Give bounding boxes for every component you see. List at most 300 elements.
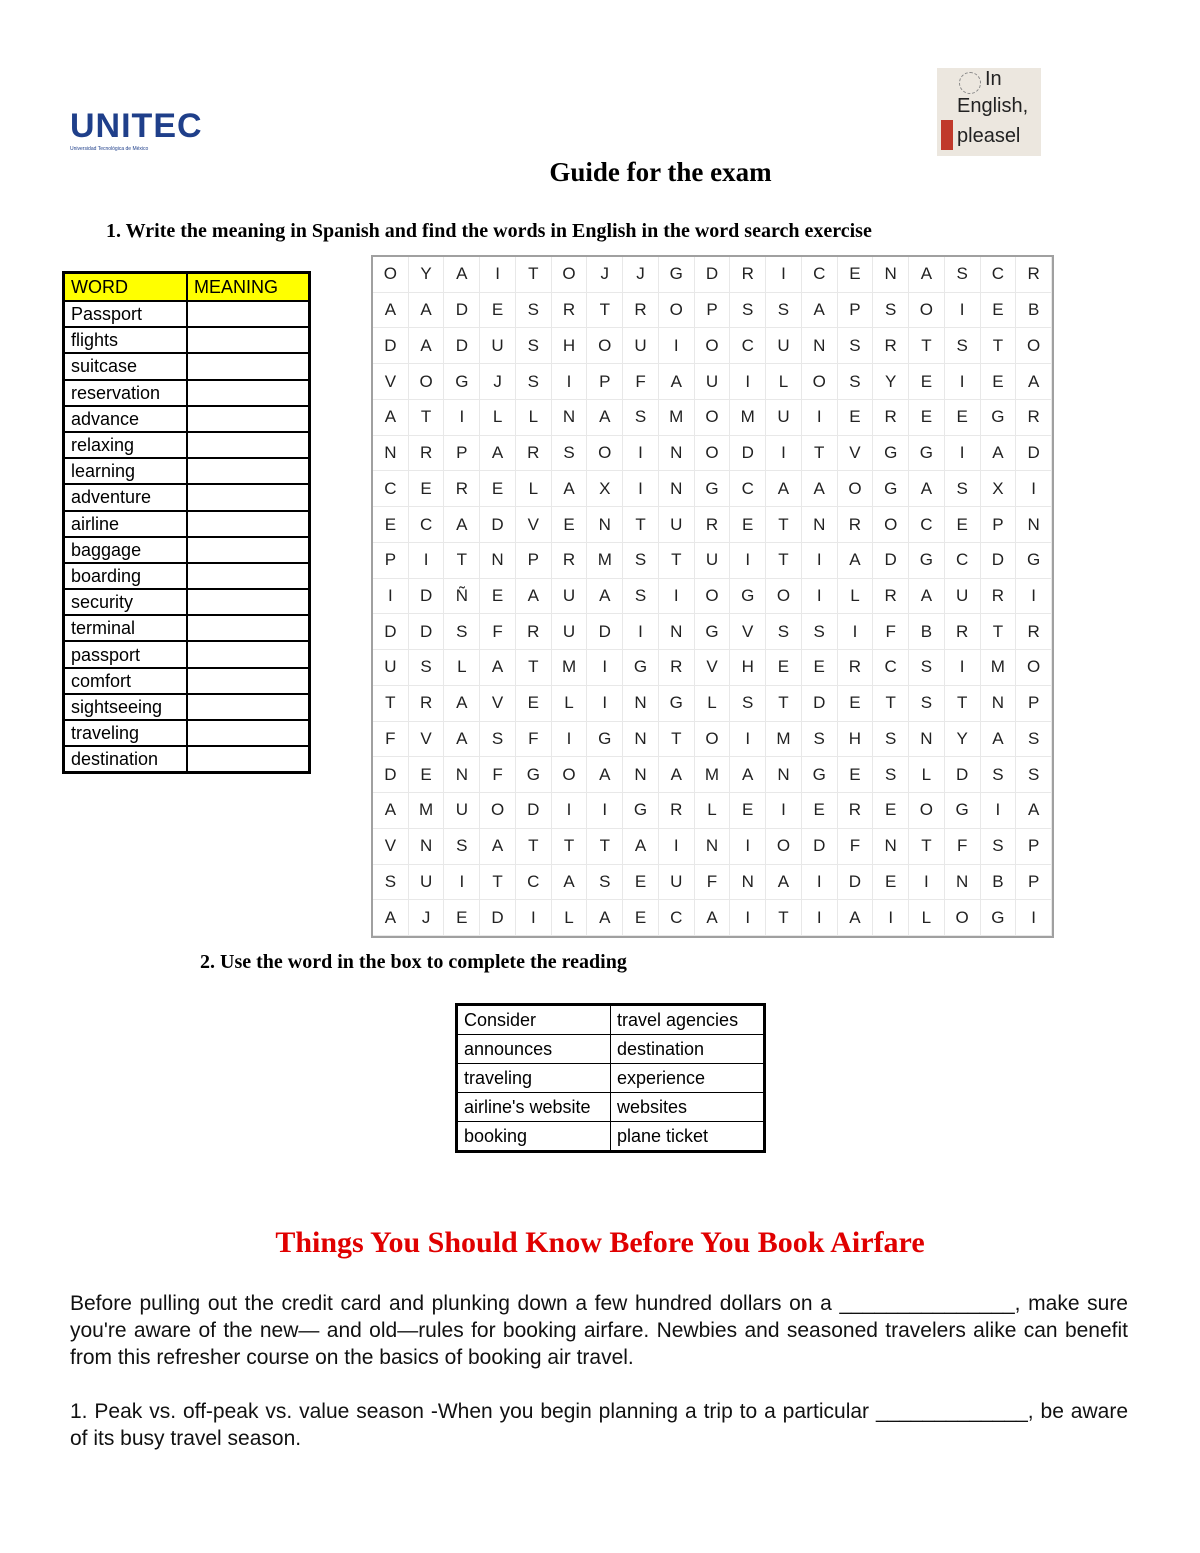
grid-letter[interactable]: A bbox=[623, 829, 659, 865]
grid-letter[interactable]: E bbox=[623, 865, 659, 901]
grid-letter[interactable]: I bbox=[444, 865, 480, 901]
grid-letter[interactable]: M bbox=[981, 650, 1017, 686]
grid-letter[interactable]: P bbox=[1016, 829, 1052, 865]
grid-letter[interactable]: P bbox=[587, 364, 623, 400]
grid-letter[interactable]: D bbox=[373, 757, 409, 793]
grid-letter[interactable]: S bbox=[444, 829, 480, 865]
grid-letter[interactable]: G bbox=[802, 757, 838, 793]
grid-letter[interactable]: I bbox=[766, 793, 802, 829]
grid-letter[interactable]: C bbox=[945, 543, 981, 579]
grid-letter[interactable]: U bbox=[409, 865, 445, 901]
grid-letter[interactable]: S bbox=[730, 686, 766, 722]
grid-letter[interactable]: D bbox=[587, 614, 623, 650]
grid-letter[interactable]: G bbox=[587, 722, 623, 758]
grid-letter[interactable]: R bbox=[552, 293, 588, 329]
grid-letter[interactable]: E bbox=[766, 650, 802, 686]
grid-letter[interactable]: T bbox=[945, 686, 981, 722]
grid-letter[interactable]: S bbox=[945, 471, 981, 507]
grid-letter[interactable]: I bbox=[981, 793, 1017, 829]
grid-letter[interactable]: N bbox=[659, 471, 695, 507]
grid-letter[interactable]: G bbox=[695, 471, 731, 507]
grid-letter[interactable]: M bbox=[409, 793, 445, 829]
grid-letter[interactable]: T bbox=[623, 507, 659, 543]
vocab-meaning-field[interactable] bbox=[187, 537, 310, 563]
grid-letter[interactable]: G bbox=[695, 614, 731, 650]
grid-letter[interactable]: S bbox=[838, 364, 874, 400]
grid-letter[interactable]: S bbox=[623, 543, 659, 579]
grid-letter[interactable]: E bbox=[480, 471, 516, 507]
grid-letter[interactable]: I bbox=[766, 257, 802, 293]
grid-letter[interactable]: R bbox=[516, 614, 552, 650]
grid-letter[interactable]: S bbox=[981, 829, 1017, 865]
grid-letter[interactable]: O bbox=[480, 793, 516, 829]
grid-letter[interactable]: A bbox=[480, 650, 516, 686]
grid-letter[interactable]: I bbox=[730, 900, 766, 936]
grid-letter[interactable]: I bbox=[516, 900, 552, 936]
grid-letter[interactable]: A bbox=[373, 293, 409, 329]
grid-letter[interactable]: O bbox=[1016, 650, 1052, 686]
grid-letter[interactable]: P bbox=[373, 543, 409, 579]
grid-letter[interactable]: G bbox=[659, 257, 695, 293]
grid-letter[interactable]: S bbox=[909, 686, 945, 722]
grid-letter[interactable]: A bbox=[838, 900, 874, 936]
grid-letter[interactable]: U bbox=[945, 579, 981, 615]
grid-letter[interactable]: I bbox=[802, 543, 838, 579]
grid-letter[interactable]: O bbox=[373, 257, 409, 293]
grid-letter[interactable]: G bbox=[909, 543, 945, 579]
grid-letter[interactable]: I bbox=[587, 793, 623, 829]
grid-letter[interactable]: C bbox=[516, 865, 552, 901]
grid-letter[interactable]: S bbox=[766, 293, 802, 329]
grid-letter[interactable]: I bbox=[873, 900, 909, 936]
grid-letter[interactable]: A bbox=[1016, 364, 1052, 400]
grid-letter[interactable]: V bbox=[695, 650, 731, 686]
vocab-meaning-field[interactable] bbox=[187, 668, 310, 694]
grid-letter[interactable]: R bbox=[1016, 257, 1052, 293]
grid-letter[interactable]: T bbox=[802, 436, 838, 472]
grid-letter[interactable]: T bbox=[587, 829, 623, 865]
grid-letter[interactable]: G bbox=[516, 757, 552, 793]
grid-letter[interactable]: L bbox=[695, 793, 731, 829]
grid-letter[interactable]: L bbox=[480, 400, 516, 436]
grid-letter[interactable]: I bbox=[945, 293, 981, 329]
grid-letter[interactable]: R bbox=[623, 293, 659, 329]
grid-letter[interactable]: A bbox=[1016, 793, 1052, 829]
grid-letter[interactable]: P bbox=[838, 293, 874, 329]
grid-letter[interactable]: H bbox=[552, 328, 588, 364]
grid-letter[interactable]: V bbox=[373, 364, 409, 400]
grid-letter[interactable]: O bbox=[873, 507, 909, 543]
grid-letter[interactable]: E bbox=[730, 793, 766, 829]
grid-letter[interactable]: O bbox=[695, 328, 731, 364]
grid-letter[interactable]: G bbox=[945, 793, 981, 829]
grid-letter[interactable]: P bbox=[1016, 865, 1052, 901]
grid-letter[interactable]: N bbox=[909, 722, 945, 758]
grid-letter[interactable]: S bbox=[1016, 757, 1052, 793]
vocab-meaning-field[interactable] bbox=[187, 432, 310, 458]
grid-letter[interactable]: L bbox=[909, 900, 945, 936]
grid-letter[interactable]: S bbox=[373, 865, 409, 901]
grid-letter[interactable]: P bbox=[516, 543, 552, 579]
grid-letter[interactable]: A bbox=[480, 436, 516, 472]
grid-letter[interactable]: U bbox=[766, 328, 802, 364]
grid-letter[interactable]: F bbox=[838, 829, 874, 865]
grid-letter[interactable]: R bbox=[552, 543, 588, 579]
grid-letter[interactable]: O bbox=[945, 900, 981, 936]
grid-letter[interactable]: A bbox=[802, 293, 838, 329]
grid-letter[interactable]: D bbox=[1016, 436, 1052, 472]
grid-letter[interactable]: L bbox=[552, 900, 588, 936]
grid-letter[interactable]: T bbox=[766, 543, 802, 579]
grid-letter[interactable]: J bbox=[587, 257, 623, 293]
grid-letter[interactable]: S bbox=[873, 757, 909, 793]
grid-letter[interactable]: A bbox=[802, 471, 838, 507]
grid-letter[interactable]: I bbox=[945, 650, 981, 686]
grid-letter[interactable]: P bbox=[981, 507, 1017, 543]
grid-letter[interactable]: C bbox=[730, 328, 766, 364]
grid-letter[interactable]: D bbox=[444, 328, 480, 364]
grid-letter[interactable]: C bbox=[873, 650, 909, 686]
grid-letter[interactable]: U bbox=[623, 328, 659, 364]
grid-letter[interactable]: C bbox=[409, 507, 445, 543]
vocab-meaning-field[interactable] bbox=[187, 589, 310, 615]
grid-letter[interactable]: C bbox=[373, 471, 409, 507]
grid-letter[interactable]: J bbox=[623, 257, 659, 293]
grid-letter[interactable]: Ñ bbox=[444, 579, 480, 615]
grid-letter[interactable]: T bbox=[516, 257, 552, 293]
grid-letter[interactable]: T bbox=[659, 722, 695, 758]
grid-letter[interactable]: F bbox=[945, 829, 981, 865]
grid-letter[interactable]: G bbox=[909, 436, 945, 472]
grid-letter[interactable]: E bbox=[909, 364, 945, 400]
grid-letter[interactable]: T bbox=[373, 686, 409, 722]
grid-letter[interactable]: R bbox=[730, 257, 766, 293]
grid-letter[interactable]: S bbox=[802, 614, 838, 650]
grid-letter[interactable]: A bbox=[444, 507, 480, 543]
grid-letter[interactable]: I bbox=[373, 579, 409, 615]
grid-letter[interactable]: J bbox=[409, 900, 445, 936]
grid-letter[interactable]: R bbox=[516, 436, 552, 472]
grid-letter[interactable]: R bbox=[1016, 400, 1052, 436]
grid-letter[interactable]: G bbox=[623, 650, 659, 686]
vocab-meaning-field[interactable] bbox=[187, 380, 310, 406]
grid-letter[interactable]: T bbox=[587, 293, 623, 329]
grid-letter[interactable]: L bbox=[838, 579, 874, 615]
grid-letter[interactable]: I bbox=[766, 436, 802, 472]
grid-letter[interactable]: R bbox=[838, 507, 874, 543]
grid-letter[interactable]: S bbox=[873, 722, 909, 758]
grid-letter[interactable]: A bbox=[552, 471, 588, 507]
grid-letter[interactable]: C bbox=[981, 257, 1017, 293]
grid-letter[interactable]: A bbox=[909, 579, 945, 615]
grid-letter[interactable]: U bbox=[695, 543, 731, 579]
grid-letter[interactable]: E bbox=[480, 293, 516, 329]
grid-letter[interactable]: G bbox=[873, 471, 909, 507]
grid-letter[interactable]: Y bbox=[873, 364, 909, 400]
grid-letter[interactable]: D bbox=[802, 829, 838, 865]
grid-letter[interactable]: S bbox=[587, 865, 623, 901]
grid-letter[interactable]: I bbox=[552, 793, 588, 829]
grid-letter[interactable]: A bbox=[981, 436, 1017, 472]
vocab-meaning-field[interactable] bbox=[187, 641, 310, 667]
grid-letter[interactable]: O bbox=[909, 793, 945, 829]
grid-letter[interactable]: M bbox=[587, 543, 623, 579]
grid-letter[interactable]: V bbox=[838, 436, 874, 472]
grid-letter[interactable]: S bbox=[909, 650, 945, 686]
grid-letter[interactable]: R bbox=[1016, 614, 1052, 650]
grid-letter[interactable]: O bbox=[695, 436, 731, 472]
grid-letter[interactable]: G bbox=[623, 793, 659, 829]
grid-letter[interactable]: O bbox=[587, 328, 623, 364]
grid-letter[interactable]: A bbox=[587, 900, 623, 936]
grid-letter[interactable]: A bbox=[373, 900, 409, 936]
grid-letter[interactable]: V bbox=[373, 829, 409, 865]
grid-letter[interactable]: I bbox=[480, 257, 516, 293]
grid-letter[interactable]: E bbox=[552, 507, 588, 543]
grid-letter[interactable]: F bbox=[480, 757, 516, 793]
grid-letter[interactable]: T bbox=[766, 507, 802, 543]
grid-letter[interactable]: N bbox=[444, 757, 480, 793]
grid-letter[interactable]: H bbox=[730, 650, 766, 686]
grid-letter[interactable]: I bbox=[444, 400, 480, 436]
grid-letter[interactable]: O bbox=[695, 722, 731, 758]
grid-letter[interactable]: B bbox=[1016, 293, 1052, 329]
grid-letter[interactable]: N bbox=[409, 829, 445, 865]
grid-letter[interactable]: P bbox=[444, 436, 480, 472]
grid-letter[interactable]: T bbox=[766, 686, 802, 722]
grid-letter[interactable]: S bbox=[480, 722, 516, 758]
vocab-meaning-field[interactable] bbox=[187, 458, 310, 484]
grid-letter[interactable]: I bbox=[552, 364, 588, 400]
grid-letter[interactable]: L bbox=[444, 650, 480, 686]
vocab-meaning-field[interactable] bbox=[187, 353, 310, 379]
grid-letter[interactable]: D bbox=[480, 507, 516, 543]
grid-letter[interactable]: S bbox=[552, 436, 588, 472]
grid-letter[interactable]: I bbox=[730, 364, 766, 400]
grid-letter[interactable]: S bbox=[1016, 722, 1052, 758]
grid-letter[interactable]: E bbox=[945, 507, 981, 543]
grid-letter[interactable]: C bbox=[909, 507, 945, 543]
grid-letter[interactable]: A bbox=[516, 579, 552, 615]
grid-letter[interactable]: N bbox=[945, 865, 981, 901]
vocab-meaning-field[interactable] bbox=[187, 301, 310, 327]
grid-letter[interactable]: S bbox=[444, 614, 480, 650]
grid-letter[interactable]: U bbox=[444, 793, 480, 829]
grid-letter[interactable]: S bbox=[873, 293, 909, 329]
grid-letter[interactable]: A bbox=[981, 722, 1017, 758]
grid-letter[interactable]: N bbox=[623, 722, 659, 758]
grid-letter[interactable]: E bbox=[981, 293, 1017, 329]
grid-letter[interactable]: V bbox=[516, 507, 552, 543]
grid-letter[interactable]: L bbox=[552, 686, 588, 722]
grid-letter[interactable]: I bbox=[730, 543, 766, 579]
grid-letter[interactable]: F bbox=[873, 614, 909, 650]
grid-letter[interactable]: B bbox=[909, 614, 945, 650]
grid-letter[interactable]: D bbox=[409, 614, 445, 650]
grid-letter[interactable]: I bbox=[802, 579, 838, 615]
grid-letter[interactable]: M bbox=[766, 722, 802, 758]
grid-letter[interactable]: E bbox=[480, 579, 516, 615]
grid-letter[interactable]: H bbox=[838, 722, 874, 758]
grid-letter[interactable]: D bbox=[945, 757, 981, 793]
grid-letter[interactable]: X bbox=[587, 471, 623, 507]
grid-letter[interactable]: A bbox=[480, 829, 516, 865]
grid-letter[interactable]: S bbox=[516, 364, 552, 400]
grid-letter[interactable]: M bbox=[695, 757, 731, 793]
grid-letter[interactable]: E bbox=[730, 507, 766, 543]
grid-letter[interactable]: R bbox=[409, 436, 445, 472]
grid-letter[interactable]: N bbox=[873, 257, 909, 293]
grid-letter[interactable]: A bbox=[444, 257, 480, 293]
grid-letter[interactable]: O bbox=[695, 579, 731, 615]
grid-letter[interactable]: E bbox=[802, 793, 838, 829]
grid-letter[interactable]: N bbox=[802, 328, 838, 364]
grid-letter[interactable]: O bbox=[659, 293, 695, 329]
grid-letter[interactable]: A bbox=[552, 865, 588, 901]
grid-letter[interactable]: E bbox=[873, 865, 909, 901]
grid-letter[interactable]: T bbox=[766, 900, 802, 936]
grid-letter[interactable]: E bbox=[981, 364, 1017, 400]
grid-letter[interactable]: D bbox=[730, 436, 766, 472]
grid-letter[interactable]: L bbox=[516, 471, 552, 507]
grid-letter[interactable]: E bbox=[409, 471, 445, 507]
grid-letter[interactable]: I bbox=[409, 543, 445, 579]
grid-letter[interactable]: S bbox=[945, 257, 981, 293]
grid-letter[interactable]: I bbox=[1016, 579, 1052, 615]
grid-letter[interactable]: O bbox=[766, 579, 802, 615]
grid-letter[interactable]: L bbox=[766, 364, 802, 400]
grid-letter[interactable]: E bbox=[945, 400, 981, 436]
vocab-meaning-field[interactable] bbox=[187, 746, 310, 773]
grid-letter[interactable]: I bbox=[552, 722, 588, 758]
grid-letter[interactable]: U bbox=[373, 650, 409, 686]
grid-letter[interactable]: I bbox=[587, 686, 623, 722]
grid-letter[interactable]: N bbox=[802, 507, 838, 543]
grid-letter[interactable]: N bbox=[623, 757, 659, 793]
grid-letter[interactable]: R bbox=[444, 471, 480, 507]
grid-letter[interactable]: I bbox=[659, 829, 695, 865]
vocab-meaning-field[interactable] bbox=[187, 720, 310, 746]
grid-letter[interactable]: V bbox=[409, 722, 445, 758]
grid-letter[interactable]: I bbox=[730, 722, 766, 758]
grid-letter[interactable]: R bbox=[873, 579, 909, 615]
grid-letter[interactable]: I bbox=[623, 614, 659, 650]
grid-letter[interactable]: I bbox=[1016, 900, 1052, 936]
grid-letter[interactable]: F bbox=[480, 614, 516, 650]
grid-letter[interactable]: N bbox=[695, 829, 731, 865]
grid-letter[interactable]: U bbox=[480, 328, 516, 364]
grid-letter[interactable]: G bbox=[444, 364, 480, 400]
grid-letter[interactable]: E bbox=[623, 900, 659, 936]
grid-letter[interactable]: O bbox=[802, 364, 838, 400]
vocab-meaning-field[interactable] bbox=[187, 563, 310, 589]
vocab-meaning-field[interactable] bbox=[187, 484, 310, 510]
grid-letter[interactable]: D bbox=[373, 328, 409, 364]
grid-letter[interactable]: A bbox=[587, 579, 623, 615]
grid-letter[interactable]: E bbox=[516, 686, 552, 722]
grid-letter[interactable]: N bbox=[1016, 507, 1052, 543]
grid-letter[interactable]: B bbox=[981, 865, 1017, 901]
vocab-meaning-field[interactable] bbox=[187, 511, 310, 537]
grid-letter[interactable]: E bbox=[409, 757, 445, 793]
grid-letter[interactable]: I bbox=[659, 579, 695, 615]
grid-letter[interactable]: D bbox=[373, 614, 409, 650]
grid-letter[interactable]: S bbox=[516, 328, 552, 364]
grid-letter[interactable]: T bbox=[873, 686, 909, 722]
grid-letter[interactable]: S bbox=[981, 757, 1017, 793]
grid-letter[interactable]: R bbox=[873, 400, 909, 436]
grid-letter[interactable]: E bbox=[838, 686, 874, 722]
grid-letter[interactable]: S bbox=[766, 614, 802, 650]
grid-letter[interactable]: D bbox=[873, 543, 909, 579]
grid-letter[interactable]: E bbox=[444, 900, 480, 936]
grid-letter[interactable]: T bbox=[659, 543, 695, 579]
grid-letter[interactable]: D bbox=[409, 579, 445, 615]
grid-letter[interactable]: I bbox=[802, 865, 838, 901]
grid-letter[interactable]: A bbox=[373, 793, 409, 829]
grid-letter[interactable]: E bbox=[838, 257, 874, 293]
grid-letter[interactable]: A bbox=[659, 364, 695, 400]
grid-letter[interactable]: R bbox=[945, 614, 981, 650]
grid-letter[interactable]: E bbox=[802, 650, 838, 686]
grid-letter[interactable]: T bbox=[552, 829, 588, 865]
grid-letter[interactable]: S bbox=[802, 722, 838, 758]
grid-letter[interactable]: I bbox=[802, 900, 838, 936]
grid-letter[interactable]: O bbox=[552, 257, 588, 293]
grid-letter[interactable]: E bbox=[909, 400, 945, 436]
grid-letter[interactable]: O bbox=[766, 829, 802, 865]
grid-letter[interactable]: A bbox=[659, 757, 695, 793]
grid-letter[interactable]: C bbox=[730, 471, 766, 507]
grid-letter[interactable]: A bbox=[730, 757, 766, 793]
grid-letter[interactable]: I bbox=[1016, 471, 1052, 507]
grid-letter[interactable]: D bbox=[444, 293, 480, 329]
grid-letter[interactable]: N bbox=[623, 686, 659, 722]
grid-letter[interactable]: G bbox=[730, 579, 766, 615]
grid-letter[interactable]: N bbox=[552, 400, 588, 436]
grid-letter[interactable]: F bbox=[695, 865, 731, 901]
grid-letter[interactable]: S bbox=[623, 579, 659, 615]
grid-letter[interactable]: R bbox=[409, 686, 445, 722]
grid-letter[interactable]: I bbox=[945, 364, 981, 400]
grid-letter[interactable]: M bbox=[552, 650, 588, 686]
grid-letter[interactable]: F bbox=[373, 722, 409, 758]
grid-letter[interactable]: U bbox=[552, 614, 588, 650]
grid-letter[interactable]: G bbox=[1016, 543, 1052, 579]
grid-letter[interactable]: R bbox=[873, 328, 909, 364]
grid-letter[interactable]: Y bbox=[409, 257, 445, 293]
grid-letter[interactable]: T bbox=[516, 650, 552, 686]
grid-letter[interactable]: N bbox=[373, 436, 409, 472]
grid-letter[interactable]: N bbox=[766, 757, 802, 793]
grid-letter[interactable]: I bbox=[659, 328, 695, 364]
grid-letter[interactable]: A bbox=[409, 293, 445, 329]
grid-letter[interactable]: I bbox=[945, 436, 981, 472]
grid-letter[interactable]: U bbox=[552, 579, 588, 615]
grid-letter[interactable]: P bbox=[1016, 686, 1052, 722]
vocab-meaning-field[interactable] bbox=[187, 327, 310, 353]
grid-letter[interactable]: D bbox=[480, 900, 516, 936]
grid-letter[interactable]: I bbox=[838, 614, 874, 650]
grid-letter[interactable]: I bbox=[623, 436, 659, 472]
grid-letter[interactable]: I bbox=[909, 865, 945, 901]
grid-letter[interactable]: R bbox=[659, 650, 695, 686]
grid-letter[interactable]: S bbox=[730, 293, 766, 329]
grid-letter[interactable]: U bbox=[766, 400, 802, 436]
grid-letter[interactable]: R bbox=[659, 793, 695, 829]
grid-letter[interactable]: D bbox=[802, 686, 838, 722]
grid-letter[interactable]: J bbox=[480, 364, 516, 400]
